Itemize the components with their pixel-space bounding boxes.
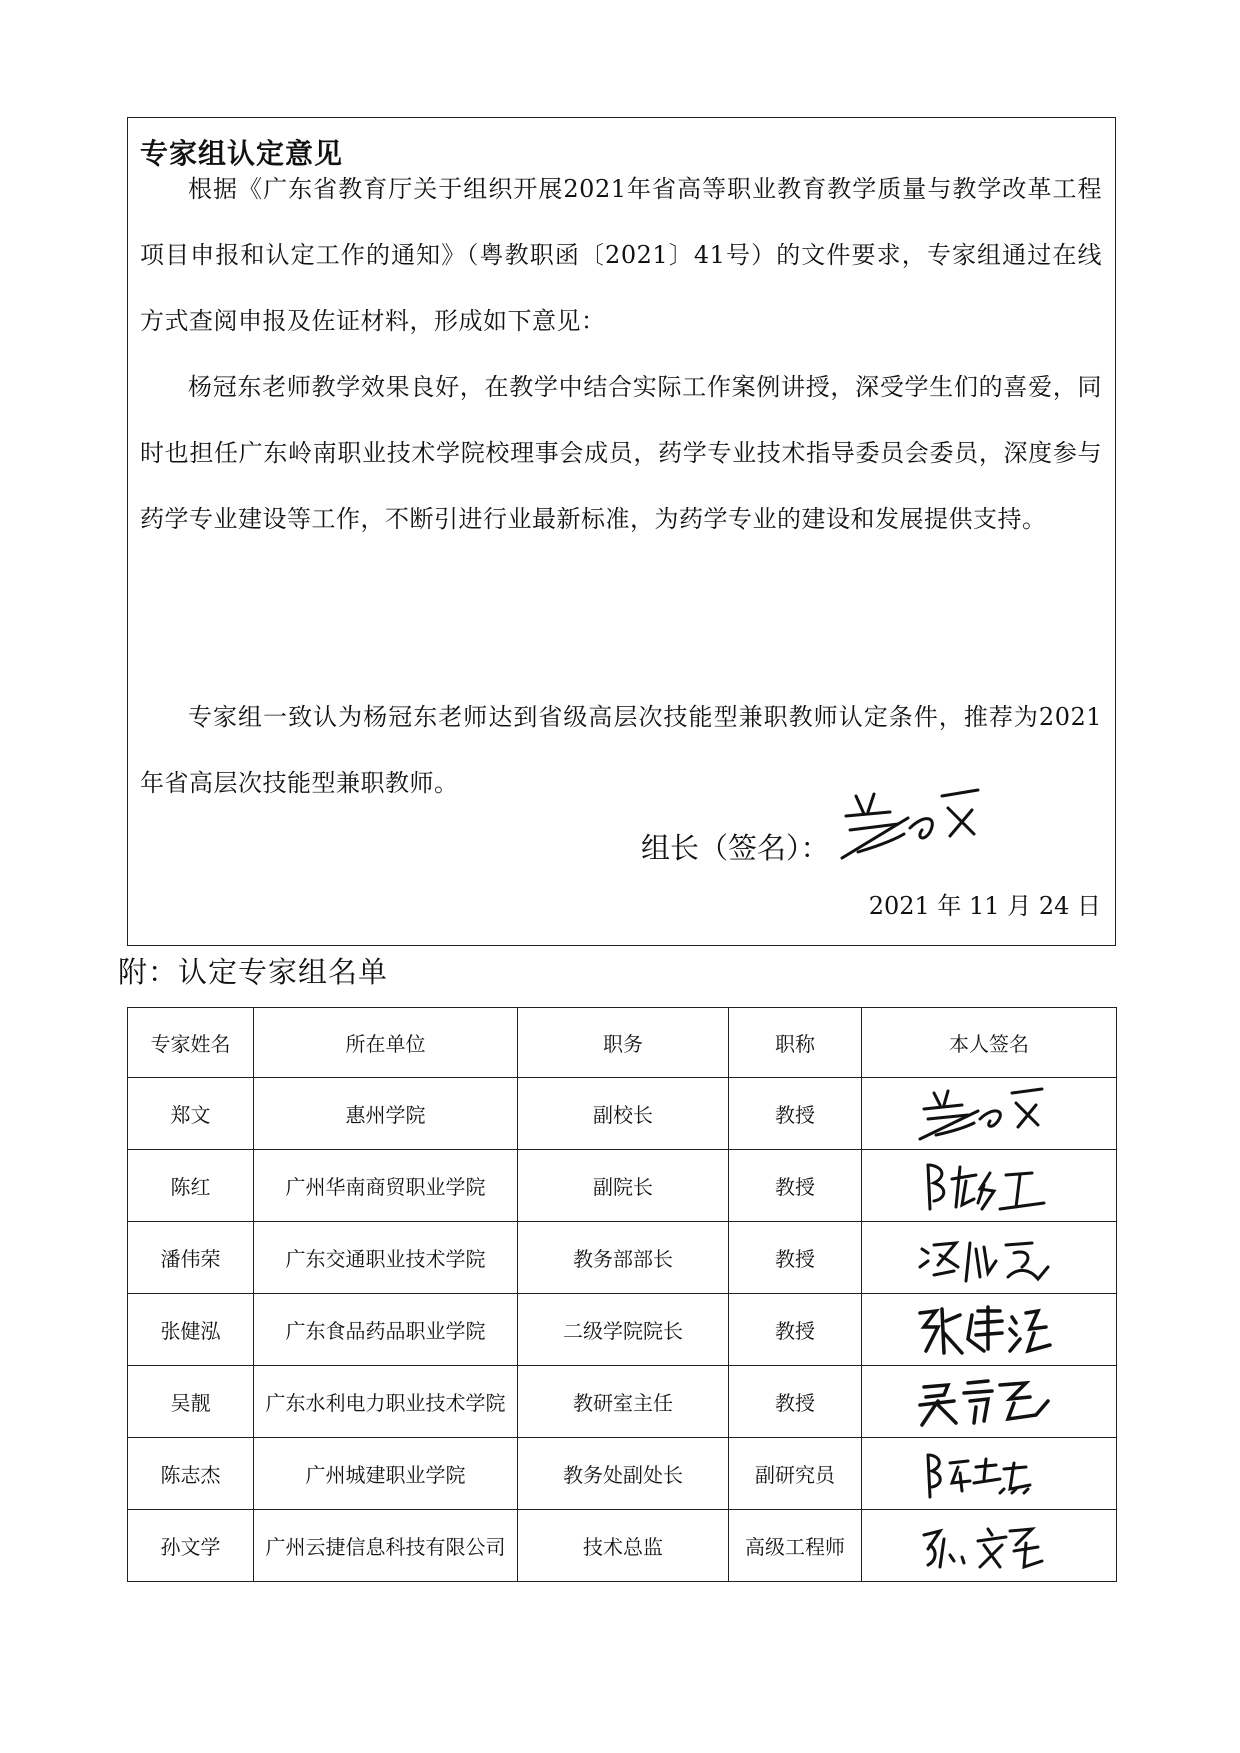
expert-name: 吴靓 — [128, 1366, 254, 1438]
table-row — [128, 1366, 1117, 1438]
appendix-title: 附：认定专家组名单 — [118, 955, 389, 989]
opinion-paragraph-1: 根据《广东省教育厅关于组织开展2021年省高等职业教育教学质量与教学改革工程项目申报和认定工作的通知》（粤教职函〔2021〕41号）的文件要求，专家组通过在线方式查阅申报及佐证材料，形成如下意见： — [140, 175, 1102, 335]
expert-unit: 广州城建职业学院 — [254, 1438, 518, 1510]
expert-unit: 广州华南商贸职业学院 — [254, 1150, 518, 1222]
expert-position: 教务处副处长 — [518, 1438, 729, 1510]
signature-image — [914, 1155, 1064, 1217]
expert-position: 教务部部长 — [518, 1222, 729, 1294]
opinion-paragraph-3: 专家组一致认为杨冠东老师达到省级高层次技能型兼职教师认定条件，推荐为2021年省高层次技能型兼职教师。 — [140, 703, 1102, 797]
expert-unit: 惠州学院 — [254, 1078, 518, 1150]
signing-date: 2021 年 11 月 24 日 — [868, 892, 1101, 920]
signature-image — [914, 1515, 1064, 1577]
expert-position: 副院长 — [518, 1150, 729, 1222]
header-unit: 所在单位 — [254, 1008, 518, 1078]
signature-image — [914, 1083, 1064, 1145]
header-title: 职称 — [729, 1008, 862, 1078]
expert-signature — [862, 1078, 1117, 1150]
table-row — [128, 1294, 1117, 1366]
expert-name: 陈红 — [128, 1150, 254, 1222]
signature-image — [914, 1371, 1064, 1433]
table-row — [128, 1438, 1117, 1510]
expert-unit: 广东交通职业技术学院 — [254, 1222, 518, 1294]
leader-signature-image — [838, 788, 988, 868]
leader-signature-label: 组长（签名）： — [641, 831, 830, 865]
expert-signature — [862, 1366, 1117, 1438]
expert-name: 张健泓 — [128, 1294, 254, 1366]
expert-opinion-box — [127, 117, 1116, 946]
header-position: 职务 — [518, 1008, 729, 1078]
expert-title: 教授 — [729, 1078, 862, 1150]
expert-signature — [862, 1294, 1117, 1366]
expert-position: 技术总监 — [518, 1510, 729, 1582]
signature-image — [914, 1299, 1064, 1361]
expert-signature — [862, 1438, 1117, 1510]
expert-title: 副研究员 — [729, 1438, 862, 1510]
table-row — [128, 1150, 1117, 1222]
expert-title: 教授 — [729, 1366, 862, 1438]
expert-title: 教授 — [729, 1150, 862, 1222]
expert-unit: 广州云捷信息科技有限公司 — [254, 1510, 518, 1582]
expert-signature — [862, 1510, 1117, 1582]
opinion-paragraph-2: 杨冠东老师教学效果良好，在教学中结合实际工作案例讲授，深受学生们的喜爱，同时也担任广东岭南职业技术学院校理事会成员，药学专业技术指导委员会委员，深度参与药学专业建设等工作，不断引进行业最新标准，为药学专业的建设和发展提供支持。 — [140, 373, 1102, 533]
expert-title: 教授 — [729, 1294, 862, 1366]
expert-unit: 广东食品药品职业学院 — [254, 1294, 518, 1366]
expert-unit: 广东水利电力职业技术学院 — [254, 1366, 518, 1438]
table-row — [128, 1078, 1117, 1150]
signature-image — [914, 1227, 1064, 1289]
expert-position: 二级学院院长 — [518, 1294, 729, 1366]
expert-position: 副校长 — [518, 1078, 729, 1150]
header-name: 专家姓名 — [128, 1008, 254, 1078]
expert-title: 教授 — [729, 1222, 862, 1294]
header-signature: 本人签名 — [862, 1008, 1117, 1078]
expert-name: 孙文学 — [128, 1510, 254, 1582]
opinion-title: 专家组认定意见 — [140, 137, 344, 170]
expert-title: 高级工程师 — [729, 1510, 862, 1582]
expert-name: 郑文 — [128, 1078, 254, 1150]
signature-image — [914, 1443, 1064, 1505]
expert-position: 教研室主任 — [518, 1366, 729, 1438]
expert-name: 潘伟荣 — [128, 1222, 254, 1294]
table-header-row — [128, 1008, 1117, 1078]
expert-list-table — [127, 1007, 1117, 1582]
expert-name: 陈志杰 — [128, 1438, 254, 1510]
expert-signature — [862, 1150, 1117, 1222]
expert-signature — [862, 1222, 1117, 1294]
table-row — [128, 1222, 1117, 1294]
table-row — [128, 1510, 1117, 1582]
